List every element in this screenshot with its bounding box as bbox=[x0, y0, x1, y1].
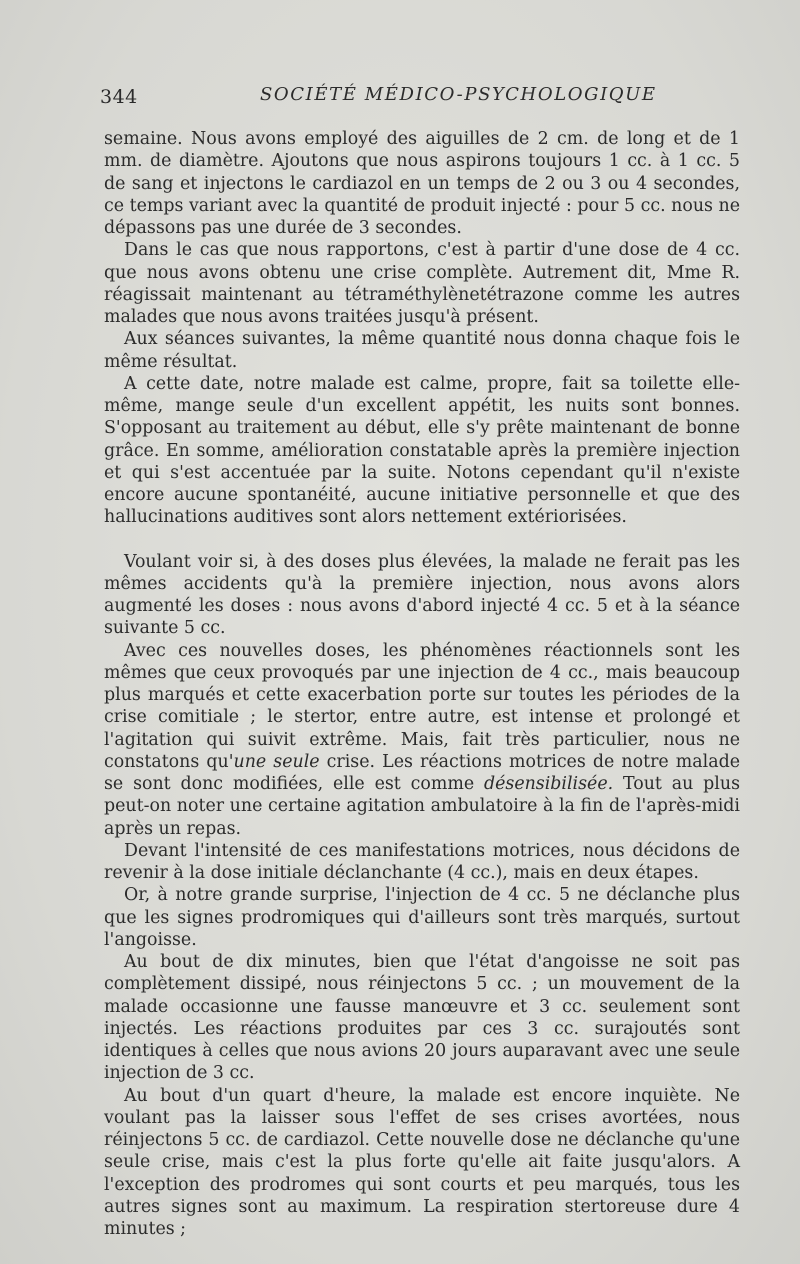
paragraph-9: Au bout de dix minutes, bien que l'état d'angoisse ne soit pas complètement dissipé, nous réinjectons 5 cc. ; un mouvement de la malade occasionne une fausse manœuvre et 3 cc. seulement sont injectés. Les réactions produites par ces 3 cc. surajoutés sont identiques à celles que nous avions 20 jours auparavant avec une seule injection de 3 cc. bbox=[104, 952, 740, 1084]
paragraph-3: Aux séances suivantes, la même quantité nous donna chaque fois le même résultat. bbox=[104, 329, 740, 372]
emphasis-une-seule: une seule bbox=[233, 751, 320, 772]
paragraph-2: Dans le cas que nous rapportons, c'est à partir d'une dose de 4 cc. que nous avons obtenu une crise complète. Autrement dit, Mme R. réagissait maintenant au tétraméthylènetétrazone comme les autres malades que nous avons traitées jusqu'à présent. bbox=[104, 240, 740, 327]
paragraph-6 bbox=[104, 640, 740, 840]
paragraph-6-part-c: Tout au plus peut-on noter une certaine agitation ambulatoire à la fin de l'après-midi après un repas. bbox=[104, 774, 740, 839]
paragraph-6-part-a: Avec ces nouvelles doses, les phénomènes réactionnels sont les mêmes que ceux provoqués par une injection de 4 cc., mais beaucoup plus marqués et cette exacerbation porte sur toutes les périodes de la crise comitiale ; le stertor, entre autre, est intense et prolongé et l'agitation qui suivit extrême. Mais, fait très particulier, nous ne constatons qu' bbox=[104, 640, 740, 772]
page-header bbox=[100, 84, 740, 114]
emphasis-desensibilisee: désensibilisée. bbox=[483, 774, 614, 794]
paragraph-5: Voulant voir si, à des doses plus élevées, la malade ne ferait pas les mêmes accidents qu'à la première injection, nous avons alors augmenté les doses : nous avons d'abord injecté 4 cc. 5 et à la séance suivante 5 cc. bbox=[104, 551, 740, 639]
paragraph-7: Devant l'intensité de ces manifestations motrices, nous décidons de revenir à la dose initiale déclanchante (4 cc.), mais en deux étapes. bbox=[104, 840, 740, 883]
paragraph-8: Or, à notre grande surprise, l'injection de 4 cc. 5 ne déclanche plus que les signes prodromiques qui d'ailleurs sont très marqués, surtout l'angoisse. bbox=[104, 885, 740, 950]
paragraph-6-part-b: crise. Les réactions motrices de notre malade se sont donc modifiées, elle est comme bbox=[104, 751, 740, 794]
paragraph-1: semaine. Nous avons employé des aiguilles de 2 cm. de long et de 1 mm. de diamètre. Ajoutons que nous aspirons toujours 1 cc. à 1 cc. 5 de sang et injectons le cardiazol en un temps de 2 ou 3 ou 4 secondes, ce temps variant avec la quantité de produit injecté : pour 5 cc. nous ne dépassons pas une durée de 3 secondes. bbox=[104, 129, 740, 238]
running-title: SOCIÉTÉ MÉDICO-PSYCHOLOGIQUE bbox=[260, 84, 657, 105]
body-text bbox=[104, 128, 740, 1240]
paragraph-10: Au bout d'un quart d'heure, la malade est encore inquiète. Ne voulant pas la laisser sous l'effet de ses crises avortées, nous réinjectons 5 cc. de cardiazol. Cette nouvelle dose ne déclanche qu'une seule crise, mais c'est la plus forte qu'elle ait faite jusqu'alors. A l'exception des prodromes qui sont courts et peu marqués, tous les autres signes sont au maximum. La respiration stertoreuse dure 4 minutes ; bbox=[104, 1085, 740, 1239]
paragraph-4: A cette date, notre malade est calme, propre, fait sa toilette elle-même, mange seule d'un excellent appétit, les nuits sont bonnes. S'opposant au traitement au début, elle s'y prête maintenant de bonne grâce. En somme, amélioration constatable après la première injection et qui s'est accentuée par la suite. Notons cependant qu'il n'existe encore aucune spontanéité, aucune initiative personnelle et que des hallucinations auditives sont alors nettement extériorisées. bbox=[104, 373, 740, 528]
page-number: 344 bbox=[100, 86, 138, 108]
